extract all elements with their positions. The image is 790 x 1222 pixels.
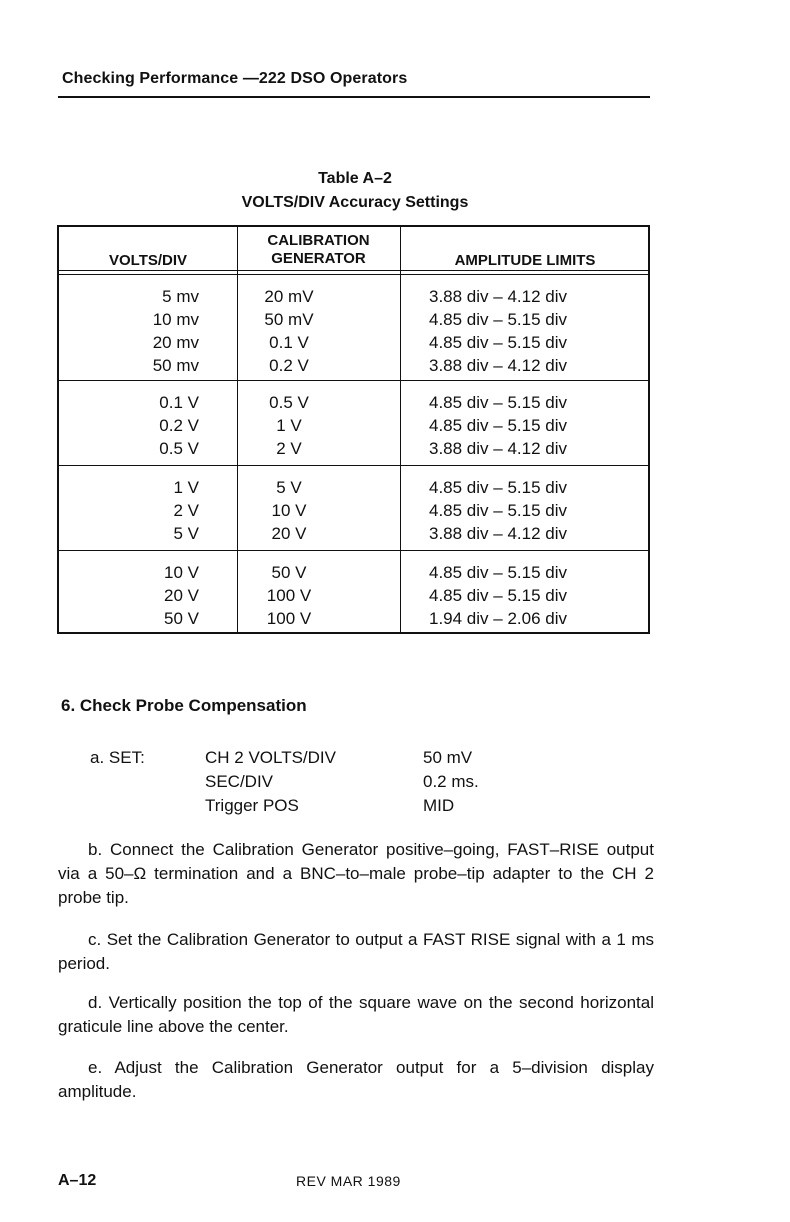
table-cell-generator: 100 V: [266, 586, 312, 605]
table-cell-generator: 0.1 V: [269, 333, 309, 352]
group-divider: [59, 380, 648, 381]
table-cell-volts: 10 V: [164, 563, 199, 582]
table-cell-volts: 10 mv: [152, 310, 199, 329]
step-d-paragraph: d. Vertically position the top of the square wave on the second horizontal graticule line above the center.: [58, 993, 654, 1036]
set-label: a. SET:: [90, 748, 145, 767]
volts-div-table: [57, 225, 650, 634]
table-cell-limits: 4.85 div – 5.15 div: [429, 416, 567, 435]
table-cell-limits: 3.88 div – 4.12 div: [429, 356, 567, 375]
table-cell-generator: 100 V: [266, 609, 312, 628]
table-cell-limits: 1.94 div – 2.06 div: [429, 609, 567, 628]
table-cell-limits: 4.85 div – 5.15 div: [429, 310, 567, 329]
table-cell-limits: 4.85 div – 5.15 div: [429, 333, 567, 352]
setting-name: SEC/DIV: [205, 772, 274, 791]
section-title: 6. Check Probe Compensation: [61, 696, 307, 715]
table-cell-volts: 5 mv: [162, 287, 199, 306]
table-cell-limits: 3.88 div – 4.12 div: [429, 439, 567, 458]
table-cell-generator: 0.5 V: [269, 393, 309, 412]
table-cell-volts: 20 mv: [152, 333, 199, 352]
step-c-paragraph: c. Set the Calibration Generator to output a FAST RISE signal with a 1 ms period.: [58, 930, 654, 973]
table-cell-generator: 0.2 V: [269, 356, 309, 375]
table-cell-generator: 2 V: [276, 439, 302, 458]
header-volts-div: VOLTS/DIV: [108, 252, 188, 269]
table-cell-generator: 20 V: [271, 524, 307, 543]
page-header-title: Checking Performance —222 DSO Operators: [62, 70, 408, 87]
table-cell-volts: 1 V: [173, 478, 199, 497]
table-cell-generator: 20 mV: [264, 287, 314, 306]
column-divider: [400, 227, 401, 632]
setting-value: 0.2 ms.: [423, 772, 479, 791]
table-cell-volts: 50 V: [164, 609, 199, 628]
setting-name: Trigger POS: [205, 796, 299, 815]
table-cell-limits: 3.88 div – 4.12 div: [429, 287, 567, 306]
table-cell-generator: 50 V: [271, 563, 307, 582]
header-rule-top: [59, 270, 648, 271]
step-e-paragraph: e. Adjust the Calibration Generator output for a 5–division display amplitude.: [58, 1058, 654, 1101]
header-calibration-generator-line2: GENERATOR: [271, 250, 366, 267]
table-cell-volts: 5 V: [173, 524, 199, 543]
group-divider: [59, 550, 648, 551]
table-cell-generator: 50 mV: [264, 310, 314, 329]
table-cell-generator: 5 V: [276, 478, 302, 497]
table-caption-title: VOLTS/DIV Accuracy Settings: [241, 194, 469, 211]
table-cell-limits: 4.85 div – 5.15 div: [429, 393, 567, 412]
table-cell-limits: 4.85 div – 5.15 div: [429, 478, 567, 497]
table-cell-volts: 20 V: [164, 586, 199, 605]
table-cell-volts: 2 V: [173, 501, 199, 520]
table-cell-limits: 4.85 div – 5.15 div: [429, 501, 567, 520]
setting-value: 50 mV: [423, 748, 473, 767]
table-cell-generator: 10 V: [271, 501, 307, 520]
table-cell-volts: 0.2 V: [159, 416, 199, 435]
page-number: A–12: [58, 1172, 97, 1189]
table-cell-limits: 3.88 div – 4.12 div: [429, 524, 567, 543]
header-rule-bottom: [59, 274, 648, 275]
table-caption-number: Table A–2: [318, 170, 392, 187]
header-rule: [58, 96, 650, 98]
setting-name: CH 2 VOLTS/DIV: [205, 748, 336, 767]
group-divider: [59, 465, 648, 466]
header-amplitude-limits: AMPLITUDE LIMITS: [454, 252, 596, 269]
table-cell-volts: 0.1 V: [159, 393, 199, 412]
step-b-paragraph: b. Connect the Calibration Generator positive–going, FAST–RISE output via a 50–Ω termination and a BNC–to–male probe–tip adapter to the CH 2 probe tip.: [58, 840, 654, 907]
revision-date: REV MAR 1989: [296, 1173, 401, 1189]
table-cell-volts: 50 mv: [152, 356, 199, 375]
setting-value: MID: [423, 796, 455, 815]
table-cell-generator: 1 V: [276, 416, 302, 435]
table-cell-limits: 4.85 div – 5.15 div: [429, 563, 567, 582]
table-cell-limits: 4.85 div – 5.15 div: [429, 586, 567, 605]
header-calibration-generator-line1: CALIBRATION: [267, 232, 370, 249]
table-cell-volts: 0.5 V: [159, 439, 199, 458]
